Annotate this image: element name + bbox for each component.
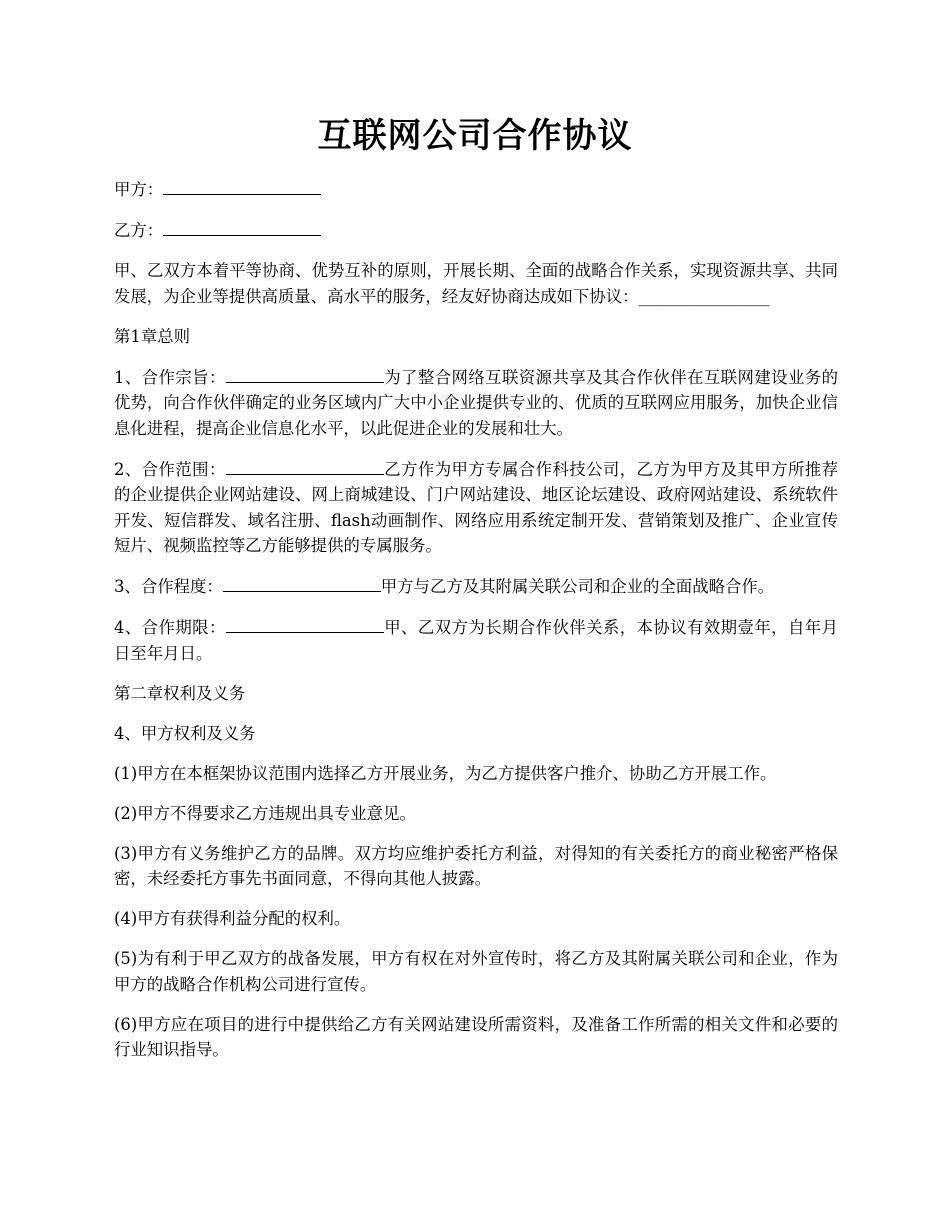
party-a-label: 甲方： <box>114 180 164 199</box>
obligation-item: (6)甲方应在项目的进行中提供给乙方有关网站建设所需资料，及准备工作所需的相关文件和必要的行业知识指导。 <box>114 1014 838 1059</box>
clause-1-text: 为了整合网络互联资源共享及其合作伙伴在互联网建设业务的优势，向合作伙伴确定的业务区域内广大中小企业提供专业的、优质的互联网应用服务，加快企业信息化进程，提高企业信息化水平，以此促进企业的发展和壮大。 <box>114 367 838 438</box>
clause-3 <box>114 573 838 600</box>
clause-2 <box>114 456 838 559</box>
obligation-item: (1)甲方在本框架协议范围内选择乙方开展业务，为乙方提供客户推介、协助乙方开展工作。 <box>114 763 777 783</box>
clause-3-label: 3、合作程度： <box>114 577 223 596</box>
clause-4-text: 甲、乙双方为长期合作伙伴关系，本协议有效期壹年，自年月日至年月日。 <box>114 618 838 663</box>
section-4-heading: 4、甲方权利及义务 <box>114 723 256 743</box>
clause-2-text: 乙方作为甲方专属合作科技公司，乙方为甲方及其甲方所推荐的企业提供企业网站建设、网上商城建设、门户网站建设、地区论坛建设、政府网站建设、系统软件开发、短信群发、域名注册、flash动画制作、网络应用系统定制开发、营销策划及推广、企业宣传短片、视频监控等乙方能够提供的专属服务。 <box>114 459 838 555</box>
chapter-2-heading: 第二章权利及义务 <box>114 683 246 703</box>
party-b-line <box>114 217 838 244</box>
clause-3-text: 甲方与乙方及其附属关联公司和企业的全面战略合作。 <box>380 577 775 596</box>
intro-paragraph: 甲、乙双方本着平等协商、优势互补的原则，开展长期、全面的战略合作关系，实现资源共享、共同发展，为企业等提供高质量、高水平的服务，经友好协商达成如下协议：________________ <box>114 261 838 306</box>
chapter-1-heading: 第1章总则 <box>114 326 190 346</box>
party-b-blank <box>163 217 321 236</box>
obligation-item: (3)甲方有义务维护乙方的品牌。双方均应维护委托方利益，对得知的有关委托方的商业秘密严格保密，未经委托方事先书面同意，不得向其他人披露。 <box>114 843 838 888</box>
party-a-line <box>114 176 838 203</box>
clause-1 <box>114 364 838 442</box>
clause-4-label: 4、合作期限： <box>114 618 226 637</box>
party-a-blank <box>163 176 321 195</box>
document-body <box>114 176 838 1077</box>
clause-3-blank <box>223 573 381 592</box>
document-title: 互联网公司合作协议 <box>317 116 633 156</box>
clause-4 <box>114 614 838 666</box>
clause-4-blank <box>226 614 384 633</box>
obligation-item: (5)为有利于甲乙双方的战备发展，甲方有权在对外宣传时，将乙方及其附属关联公司和企业，作为甲方的战略合作机构公司进行宣传。 <box>114 949 838 994</box>
clause-2-label: 2、合作范围： <box>114 459 226 479</box>
obligation-item: (4)甲方有获得利益分配的权利。 <box>114 909 351 928</box>
clause-1-blank <box>226 364 384 383</box>
clause-1-label: 1、合作宗旨： <box>114 367 226 387</box>
clause-2-blank <box>226 456 384 475</box>
obligation-item: (2)甲方不得要求乙方违规出具专业意见。 <box>114 803 416 823</box>
party-b-label: 乙方： <box>114 221 164 240</box>
